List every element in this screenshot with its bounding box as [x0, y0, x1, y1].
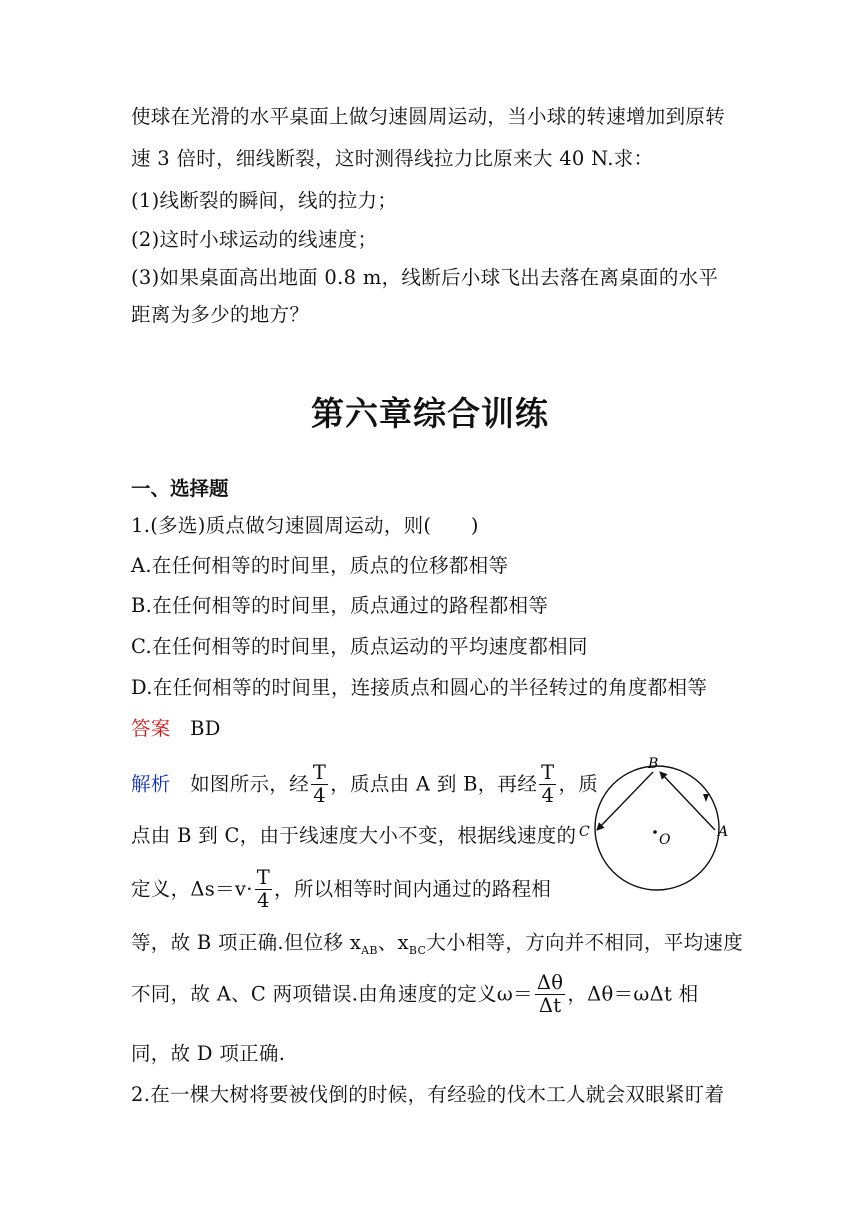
question-option: D.在任何相等的时间里，连接质点和圆心的半径转过的角度都相等 — [131, 676, 708, 699]
fraction-dtheta-over-dt: $\frac{\Delta\theta}{\Delta t}$ — [536, 971, 564, 1018]
analysis-text: 定义，Δs＝v· — [131, 877, 253, 901]
analysis-line — [131, 762, 598, 808]
analysis-text: ，所以相等时间内通过的路程相 — [274, 877, 552, 901]
section-heading: 一、选择题 — [131, 477, 229, 500]
displacement-ab-arrow — [660, 772, 715, 830]
center-point — [653, 830, 657, 834]
chapter-title: 第六章综合训练 — [311, 394, 549, 433]
prev-problem-line: 使球在光滑的水平桌面上做匀速圆周运动，当小球的转速增加到原转 — [131, 105, 726, 128]
analysis-line — [131, 867, 551, 913]
label-b: B — [648, 756, 659, 772]
displacement-bc-arrow — [597, 772, 653, 830]
prev-problem-subquestion: 距离为多少的地方？ — [131, 303, 310, 326]
prev-problem-subquestion: (2)这时小球运动的线速度； — [131, 228, 378, 251]
label-c: C — [579, 824, 590, 840]
answer-label: 答案 — [131, 717, 171, 740]
analysis-line — [131, 929, 743, 965]
label-a: A — [718, 824, 729, 840]
label-o: O — [659, 832, 671, 848]
analysis-text: 等，故 B 项正确.但位移 x — [131, 931, 362, 954]
analysis-text: 如图所示，经 — [190, 772, 309, 796]
question-stem: 1.(多选)质点做匀速圆周运动，则( ) — [131, 514, 479, 537]
subscript: BC — [408, 943, 427, 957]
prev-problem-subquestion: (1)线断裂的瞬间，线的拉力； — [131, 189, 398, 212]
subscript: AB — [361, 943, 378, 957]
answer-line — [131, 715, 221, 743]
analysis-label: 解析 — [131, 772, 171, 796]
fraction-t-over-4: $\frac{T}{4}$ — [256, 866, 271, 913]
circular-motion-figure — [575, 752, 735, 902]
question-stem: 2.在一棵大树将要被伐倒的时候，有经验的伐木工人就会双眼紧盯着 — [131, 1083, 725, 1106]
analysis-text: ，质 — [558, 772, 599, 796]
analysis-line — [131, 972, 698, 1018]
analysis-line: 同，故 D 项正确. — [131, 1042, 286, 1065]
rotation-direction-arrow — [703, 794, 709, 802]
fraction-t-over-4: $\frac{T}{4}$ — [312, 761, 327, 808]
analysis-line: 点由 B 到 C，由于线速度大小不变，根据线速度的 — [131, 824, 577, 847]
analysis-text: 不同，故 A、C 两项错误.由角速度的定义ω＝ — [131, 982, 533, 1006]
analysis-text: ，Δθ＝ωΔt 相 — [567, 982, 699, 1006]
prev-problem-line: 速 3 倍时，细线断裂，这时测得线拉力比原来大 40 N.求： — [131, 147, 654, 170]
question-option: B.在任何相等的时间里，质点通过的路程都相等 — [131, 594, 549, 617]
analysis-text: ，质点由 A 到 B，再经 — [330, 772, 538, 796]
analysis-text: 大小相等，方向并不相同，平均速度 — [426, 931, 743, 954]
prev-problem-subquestion: (3)如果桌面高出地面 0.8 m，线断后小球飞出去落在离桌面的水平 — [131, 266, 719, 289]
question-option: A.在任何相等的时间里，质点的位移都相等 — [131, 554, 509, 577]
question-option: C.在任何相等的时间里，质点运动的平均速度都相同 — [131, 635, 588, 658]
analysis-text: 、x — [377, 931, 409, 954]
circle-path — [595, 766, 719, 890]
answer-value: BD — [190, 717, 221, 740]
fraction-t-over-4: $\frac{T}{4}$ — [541, 761, 555, 808]
